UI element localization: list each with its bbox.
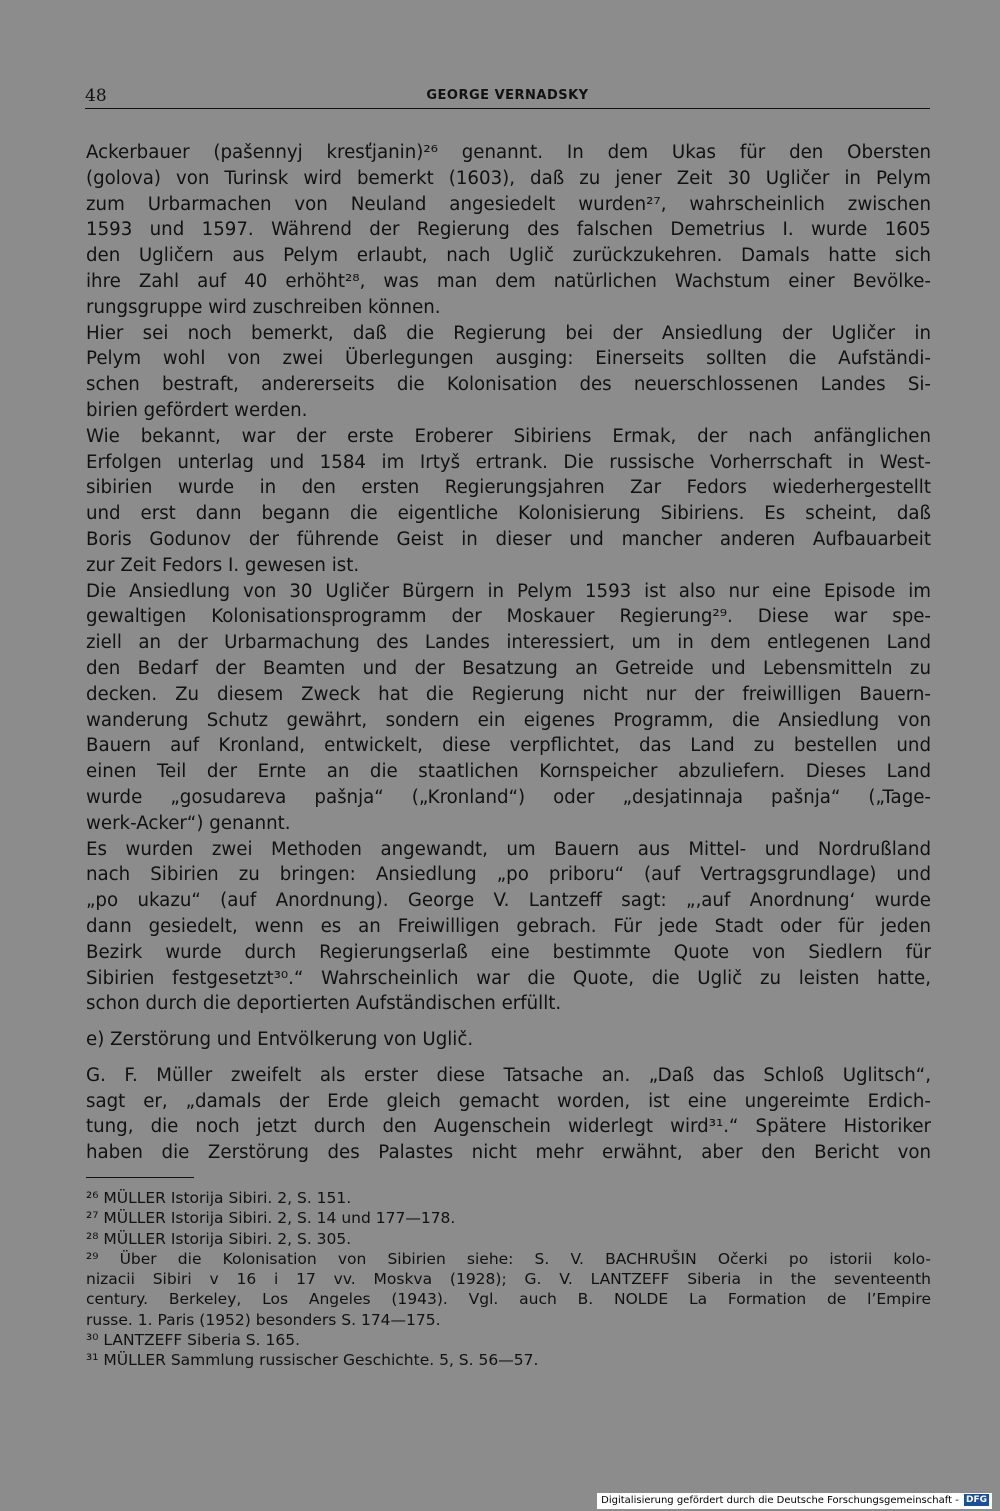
footnote: ³¹ MÜLLER Sammlung russischer Geschichte. 5, S. 56—57. [86,1351,539,1370]
footnote: ³⁰ LANTZEFF Siberia S. 165. [86,1331,301,1350]
body-line: dann gesiedelt, wenn es an Freiwilligen gebrach. Für jede Stadt oder für jeden [86,915,931,937]
body-line: birien gefördert werden. [86,399,308,421]
body-text [86,140,931,1166]
page-number: 48 [85,86,107,106]
footnote: ²⁸ MÜLLER Istorija Sibiri. 2, S. 305. [86,1229,352,1248]
body-line: Die Ansiedlung von 30 Ugličer Bürgern in Pelym 1593 ist also nur eine Episode im [86,580,931,602]
footnote: century. Berkeley, Los Angeles (1943). Vgl. auch B. NOLDE La Formation de l’Empire [86,1290,931,1309]
body-line: sibirien wurde in den ersten Regierungsjahren Zar Fedors wiederhergestellt [86,477,931,499]
footnote: russe. 1. Paris (1952) besonders S. 174—175. [86,1310,441,1329]
body-line: Ackerbauer (pašennyj kresťjanin)²⁶ genannt. In dem Ukas für den Obersten [86,142,931,163]
digitization-credit [597,1493,992,1509]
body-line: Wie bekannt, war der erste Eroberer Sibiriens Ermak, der nach anfänglichen [86,425,931,447]
body-line: rungsgruppe wird zuschreiben können. [86,296,441,318]
body-line: Sibirien festgesetzt³⁰.“ Wahrscheinlich war die Quote, die Uglič zu leisten hatte, [86,967,931,989]
body-line: ihre Zahl auf 40 erhöht²⁸, was man dem natürlichen Wachstum einer Bevölke- [86,270,931,292]
body-line: (golova) von Turinsk wird bemerkt (1603), daß zu jener Zeit 30 Ugličer in Pelym [86,167,931,189]
body-line: Es wurden zwei Methoden angewandt, um Bauern aus Mittel- und Nordrußland [86,838,931,860]
body-line: und erst dann begann die eigentliche Kolonisierung Sibiriens. Es scheint, daß [86,503,931,525]
body-line: werk-Acker“) genannt. [86,812,291,834]
credit-text: Digitalisierung gefördert durch die Deutsche Forschungsgemeinschaft - [601,1495,959,1506]
body-line: G. F. Müller zweifelt als erster diese Tatsache an. „Daß das Schloß Uglitsch“, [86,1064,931,1086]
body-line: nach Sibirien zu bringen: Ansiedlung „po priboru“ (auf Vertragsgrundlage) und [86,864,931,886]
section-heading: e) Zerstörung und Entvölkerung von Uglič. [86,1029,474,1051]
body-line: „po ukazu“ (auf Anordnung). George V. Lantzeff sagt: „‚auf Anordnung‘ wurde [86,890,931,912]
page-header [85,84,930,109]
body-line: wanderung Schutz gewährt, sondern ein eigenes Programm, die Ansiedlung von [86,709,931,731]
footnote: ²⁹ Über die Kolonisation von Sibirien siehe: S. V. BACHRUŠIN Očerki po istorii kolo- [86,1249,931,1268]
footnote-divider [86,1177,194,1178]
body-line: Erfolgen unterlag und 1584 im Irtyš ertrank. Die russische Vorherrschaft in West- [86,451,931,473]
body-line: zum Urbarmachen von Neuland angesiedelt wurden²⁷, wahrscheinlich zwischen [86,193,931,215]
footnotes [86,1188,931,1371]
body-line: ziell an der Urbarmachung des Landes interessiert, um in dem entlegenen Land [86,632,931,654]
running-title: GEORGE VERNADSKY [426,88,589,103]
footnote: nizacii Sibiri v 16 i 17 vv. Moskva (1928); G. V. LANTZEFF Siberia in the seventeenth [86,1270,931,1289]
body-line: wurde „gosudareva pašnja“ („Kronland“) oder „desjatinnaja pašnja“ („Tage- [86,786,931,808]
body-line: schon durch die deportierten Aufständischen erfüllt. [86,993,562,1015]
body-line: den Bedarf der Beamten und der Besatzung an Getreide und Lebensmitteln zu [86,657,931,679]
body-line: Boris Godunov der führende Geist in dieser und mancher anderen Aufbauarbeit [86,528,931,550]
body-line: Bezirk wurde durch Regierungserlaß eine bestimmte Quote von Siedlern für [86,941,931,963]
body-line: sagt er, „damals der Erde gleich gemacht worden, ist eine ungereimte Erdich- [86,1090,931,1112]
body-line: Pelym wohl von zwei Überlegungen ausging: Einerseits sollten die Aufständi- [86,348,931,370]
body-line: haben die Zerstörung des Palastes nicht mehr erwähnt, aber den Bericht von [86,1142,931,1164]
body-line: schen bestraft, andererseits die Kolonisation des neuerschlossenen Landes Si- [86,374,931,396]
body-line: tung, die noch jetzt durch den Augenschein widerlegt wird³¹.“ Spätere Historiker [86,1116,931,1138]
body-line: Hier sei noch bemerkt, daß die Regierung bei der Ansiedlung der Ugličer in [86,322,931,344]
body-line: den Ugličern aus Pelym erlaubt, nach Uglič zurückzukehren. Damals hatte sich [86,245,931,267]
footnote: ²⁷ MÜLLER Istorija Sibiri. 2, S. 14 und 177—178. [86,1209,456,1228]
body-line: 1593 und 1597. Während der Regierung des falschen Demetrius I. wurde 1605 [86,219,931,241]
body-line: Bauern auf Kronland, entwickelt, diese verpflichtet, das Land zu bestellen und [86,735,931,757]
body-line: gewaltigen Kolonisationsprogramm der Moskauer Regierung²⁹. Diese war spe- [86,606,931,628]
body-line: decken. Zu diesem Zweck hat die Regierung nicht nur der freiwilligen Bauern- [86,683,931,705]
body-line: zur Zeit Fedors I. gewesen ist. [86,554,360,576]
body-line: einen Teil der Ernte an die staatlichen Kornspeicher abzuliefern. Dieses Land [86,761,931,783]
footnote: ²⁶ MÜLLER Istorija Sibiri. 2, S. 151. [86,1189,352,1207]
dfg-logo: DFG [965,1495,987,1505]
